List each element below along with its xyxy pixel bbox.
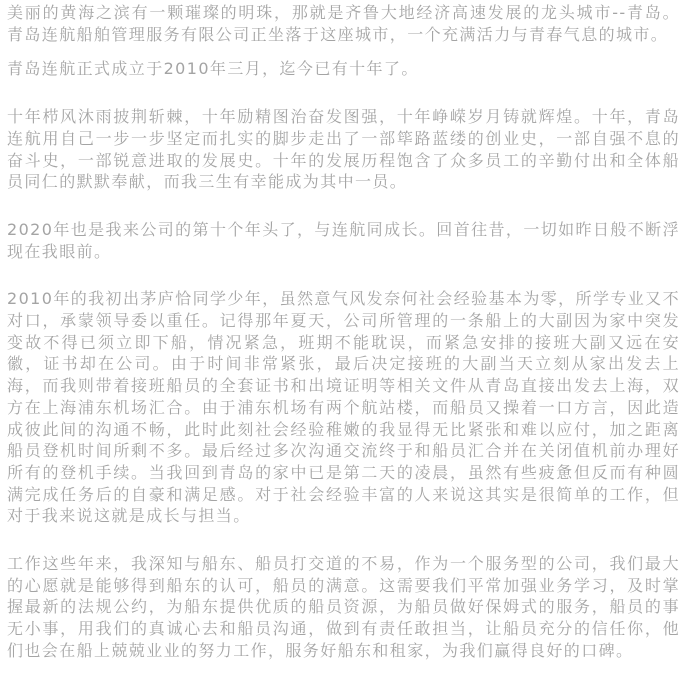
paragraph-decade: 十年栉风沐雨披荆斩棘，十年励精图治奋发图强，十年峥嵘岁月铸就辉煌。十年，青岛连航用自己一步一步坚定而扎实的脚步走出了一部筚路蓝缕的创业史，一部自强不息的奋斗史，一部锐意进取的发展史。十年的发展历程饱含了众多员工的辛勤付出和全体船员同仁的默默奉献，而我三生有幸能成为其中一员。 [7,107,680,192]
paragraph-intro: 美丽的黄海之滨有一颗璀璨的明珠，那就是齐鲁大地经济高速发展的龙头城市--青岛。青岛连航船舶管理服务有限公司正坐落于这座城市，一个充满活力与青春气息的城市。 [7,3,680,44]
paragraph-founding: 青岛连航正式成立于2010年三月，迄今已有十年了。 [7,59,419,79]
paragraph-tenth-year: 2020年也是我来公司的第十个年头了，与连航同成长。回首往昔，一切如昨日般不断浮现在我眼前。 [7,219,680,261]
paragraph-story-2010: 2010年的我初出茅庐恰同学少年，虽然意气风发奈何社会经验基本为零，所学专业又不对口，承蒙领导委以重任。记得那年夏天，公司所管理的一条船上的大副因为家中突发变故不得已须立即下船，情况紧急，班期不能耽误，而紧急安排的接班大副又远在安徽，证书却在公司。由于时间非常紧张，最后决定接班的大副当天立刻从家出发去上海，而我则带着接班船员的全套证书和出境证明等相关文件从青岛直接出发去上海，双方在上海浦东机场汇合。由于浦东机场有两个航站楼，而船员又操着一口方言，因此造成彼此间的沟通不畅，此时此刻社会经验稚嫩的我显得无比紧张和难以应付，加之距离船员登机时间所剩不多。最后经过多次沟通交流终于和船员汇合并在关闭值机前办理好所有的登机手续。当我回到青岛的家中已是第二天的凌晨，虽然有些疲惫但反而有种圆满完成任务后的自豪和满足感。对于社会经验丰富的人来说这其实是很简单的工作，但对于我来说这就是成长与担当。 [7,289,680,526]
paragraph-work-summary: 工作这些年来，我深知与船东、船员打交道的不易，作为一个服务型的公司，我们最大的心愿就是能够得到船东的认可，船员的满意。这需要我们平常加强业务学习，及时掌握最新的法规公约，为船东提供优质的船员资源，为船员做好保姆式的服务，船员的事无小事，用我们的真诚心去和船员沟通，做到有责任敢担当，让船员充分的信任你，他们也会在船上兢兢业业的努力工作，服务好船东和租家，为我们赢得良好的口碑。 [7,554,680,660]
